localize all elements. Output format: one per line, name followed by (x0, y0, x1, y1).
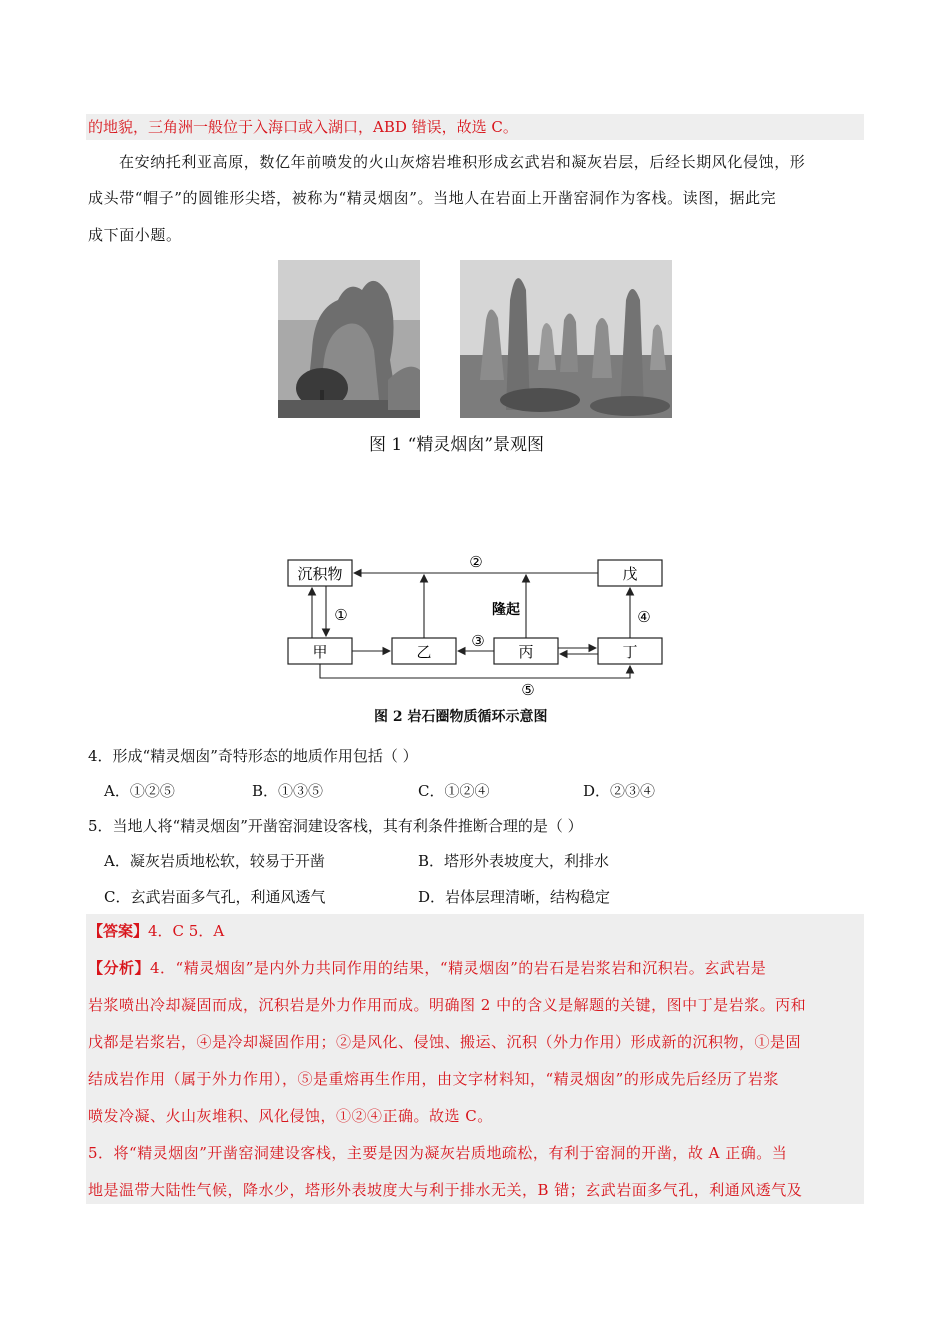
label-arrow-5: ⑤ (521, 681, 535, 699)
node-bing: 丙 (518, 643, 534, 661)
label-arrow-4: ④ (637, 608, 651, 626)
analysis-line-3: 戊都是岩浆岩，④是冷却凝固作用；②是风化、侵蚀、搬运、沉积（外力作用）形成新的沉积物，①是固 (88, 1033, 802, 1051)
fairy-chimney-photo-left (278, 260, 420, 418)
label-uplift: 隆起 (492, 602, 520, 618)
fairy-chimney-photo-right (460, 260, 672, 418)
analysis-line-6: 5．将“精灵烟囱”开凿窑洞建设客栈，主要是因为凝灰岩质地疏松，有利于窑洞的开凿，故 A 正确。当 (88, 1144, 788, 1162)
node-sediment: 沉积物 (297, 565, 343, 583)
label-arrow-1: ① (334, 606, 348, 624)
analysis-line-4: 结成岩作用（属于外力作用），⑤是重熔再生作用，由文字材料知，“精灵烟囱”的形成先后经历了岩浆 (88, 1070, 779, 1088)
answer-text: 4．C 5．A (148, 922, 225, 940)
question5-option-c[interactable]: C．玄武岩面多气孔，利通风透气 (104, 888, 326, 906)
question4-stem: 4．形成“精灵烟囱”奇特形态的地质作用包括（ ） (88, 747, 418, 765)
arrow-jia-to-ding-bottom (320, 664, 630, 678)
question4-option-a[interactable]: A．①②⑤ (104, 782, 175, 800)
analysis-label: 【分析】 (88, 959, 151, 977)
analysis-line-5: 喷发冷凝、火山灰堆积、风化侵蚀，①②④正确。故选 C。 (88, 1107, 493, 1125)
analysis-line-7: 地是温带大陆性气候，降水少，塔形外表坡度大与利于排水无关，B 错；玄武岩面多气孔，利通风透气及 (88, 1181, 803, 1199)
top-answer-line: 的地貌，三角洲一般位于入海口或入湖口，ABD 错误，故选 C。 (88, 118, 518, 136)
question4-option-b[interactable]: B．①③⑤ (252, 782, 324, 800)
question5-option-d[interactable]: D．岩体层理清晰，结构稳定 (418, 888, 611, 906)
passage-line-3: 成下面小题。 (88, 226, 182, 244)
answer-label: 【答案】 (88, 922, 149, 940)
question4-option-d[interactable]: D．②③④ (583, 782, 656, 800)
node-ding: 丁 (622, 643, 638, 661)
question4-option-c[interactable]: C．①②④ (418, 782, 490, 800)
figure2-caption: 图 2 岩石圈物质循环示意图 (374, 709, 548, 725)
node-yi: 乙 (416, 643, 432, 661)
answer-line (88, 920, 224, 942)
rock-cycle-diagram (270, 550, 690, 700)
analysis-line-1 (88, 957, 766, 979)
node-wu: 戊 (622, 565, 638, 583)
analysis-line-1-text: 4．“精灵烟囱”是内外力共同作用的结果，“精灵烟囱”的岩石是岩浆岩和沉积岩。玄武岩是 (150, 959, 767, 977)
question5-option-a[interactable]: A．凝灰岩质地松软，较易于开凿 (104, 852, 325, 870)
analysis-line-2: 岩浆喷出冷却凝固而成，沉积岩是外力作用而成。明确图 2 中的含义是解题的关键，图中丁是岩浆。丙和 (88, 996, 807, 1014)
question5-option-b[interactable]: B．塔形外表坡度大，利排水 (418, 852, 610, 870)
node-jia: 甲 (312, 643, 328, 661)
passage-line-2: 成头带“帽子”的圆锥形尖塔，被称为“精灵烟囱”。当地人在岩面上开凿窑洞作为客栈。读图，据此完 (88, 189, 777, 207)
label-arrow-2: ② (469, 553, 483, 571)
passage-line-1: 在安纳托利亚高原，数亿年前喷发的火山灰熔岩堆积形成玄武岩和凝灰岩层，后经长期风化侵蚀，形 (119, 153, 806, 171)
figure1-caption: 图 1 “精灵烟囱”景观图 (369, 435, 545, 455)
label-arrow-3: ③ (471, 632, 485, 650)
question5-stem: 5．当地人将“精灵烟囱”开凿窑洞建设客栈，其有利条件推断合理的是（ ） (88, 817, 583, 835)
